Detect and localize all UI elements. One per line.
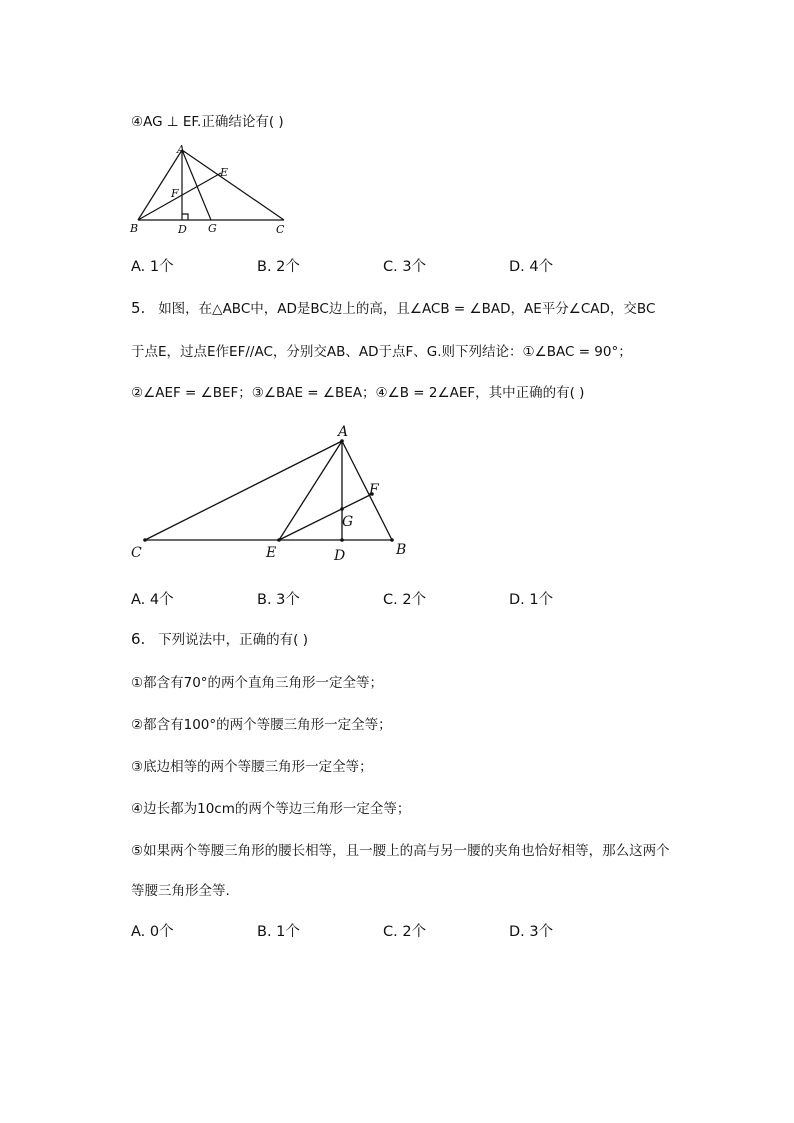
q5-line-2: 于点E，过点E作EF//AC，分别交AB、AD于点F、G.则下列结论：①∠BAC = 90°； (131, 344, 632, 360)
q6-line-stem (131, 628, 308, 648)
q5-label-c: C (131, 545, 142, 561)
q5-option-b: B. 3个 (257, 592, 300, 608)
q5-label-f: F (369, 482, 379, 498)
q5-label-b: B (396, 542, 407, 558)
q6-item-5-cont: 等腰三角形全等. (131, 883, 230, 899)
q4-label-g: G (208, 222, 217, 235)
q6-option-a: A. 0个 (131, 924, 174, 940)
q4-statement-tail: ④AG ⊥ EF.正确结论有( ) (131, 114, 284, 130)
q4-label-f: F (171, 187, 179, 200)
q5-figure (126, 418, 426, 570)
q6-item-5: ⑤如果两个等腰三角形的腰长相等，且一腰上的高与另一腰的夹角也恰好相等，那么这两个 (131, 843, 670, 859)
q5-option-d: D. 1个 (509, 592, 554, 608)
q4-label-e: E (220, 166, 229, 179)
q5-label-d: D (334, 548, 346, 564)
q5-option-c: C. 2个 (383, 592, 427, 608)
q4-side-ac (182, 150, 284, 220)
q4-option-a: A. 1个 (131, 259, 174, 275)
q5-side-ca (145, 441, 342, 540)
q6-item-3: ③底边相等的两个等腰三角形一定全等； (131, 759, 373, 775)
q5-number: 5. (131, 299, 146, 317)
q6-item-2: ②都含有100°的两个等腰三角形一定全等； (131, 717, 392, 733)
q5-option-a: A. 4个 (131, 592, 174, 608)
q4-option-c: C. 3个 (383, 259, 427, 275)
q4-label-a: A (177, 143, 185, 156)
q6-item-1: ①都含有70°的两个直角三角形一定全等； (131, 675, 384, 691)
q5-label-a: A (338, 424, 349, 440)
q6-option-b: B. 1个 (257, 924, 300, 940)
q5-line-1 (131, 297, 655, 317)
q4-label-c: C (276, 223, 285, 236)
q5-line-3: ②∠AEF = ∠BEF；③∠BAE = ∠BEA；④∠B = 2∠AEF，其中正确的有( ) (131, 385, 585, 401)
q4-option-d: D. 4个 (509, 259, 554, 275)
q4-label-b: B (130, 222, 139, 235)
q4-label-d: D (178, 223, 187, 236)
q4-option-b: B. 2个 (257, 259, 300, 275)
q6-stem: 下列说法中，正确的有( ) (158, 632, 309, 648)
q6-number: 6. (131, 630, 146, 648)
q4-side-ab (138, 150, 182, 220)
q5-bisector-ae (279, 441, 342, 540)
q4-figure (126, 140, 296, 240)
q6-option-c: C. 2个 (383, 924, 427, 940)
q4-right-angle-mark (182, 214, 188, 220)
q6-option-d: D. 3个 (509, 924, 554, 940)
q5-label-e: E (266, 545, 277, 561)
q6-item-4: ④边长都为10cm的两个等边三角形一定全等； (131, 801, 411, 817)
q5-stem-1: 如图，在△ABC中，AD是BC边上的高，且∠ACB = ∠BAD，AE平分∠CAD，交BC (158, 301, 656, 317)
q5-label-g: G (342, 514, 354, 530)
